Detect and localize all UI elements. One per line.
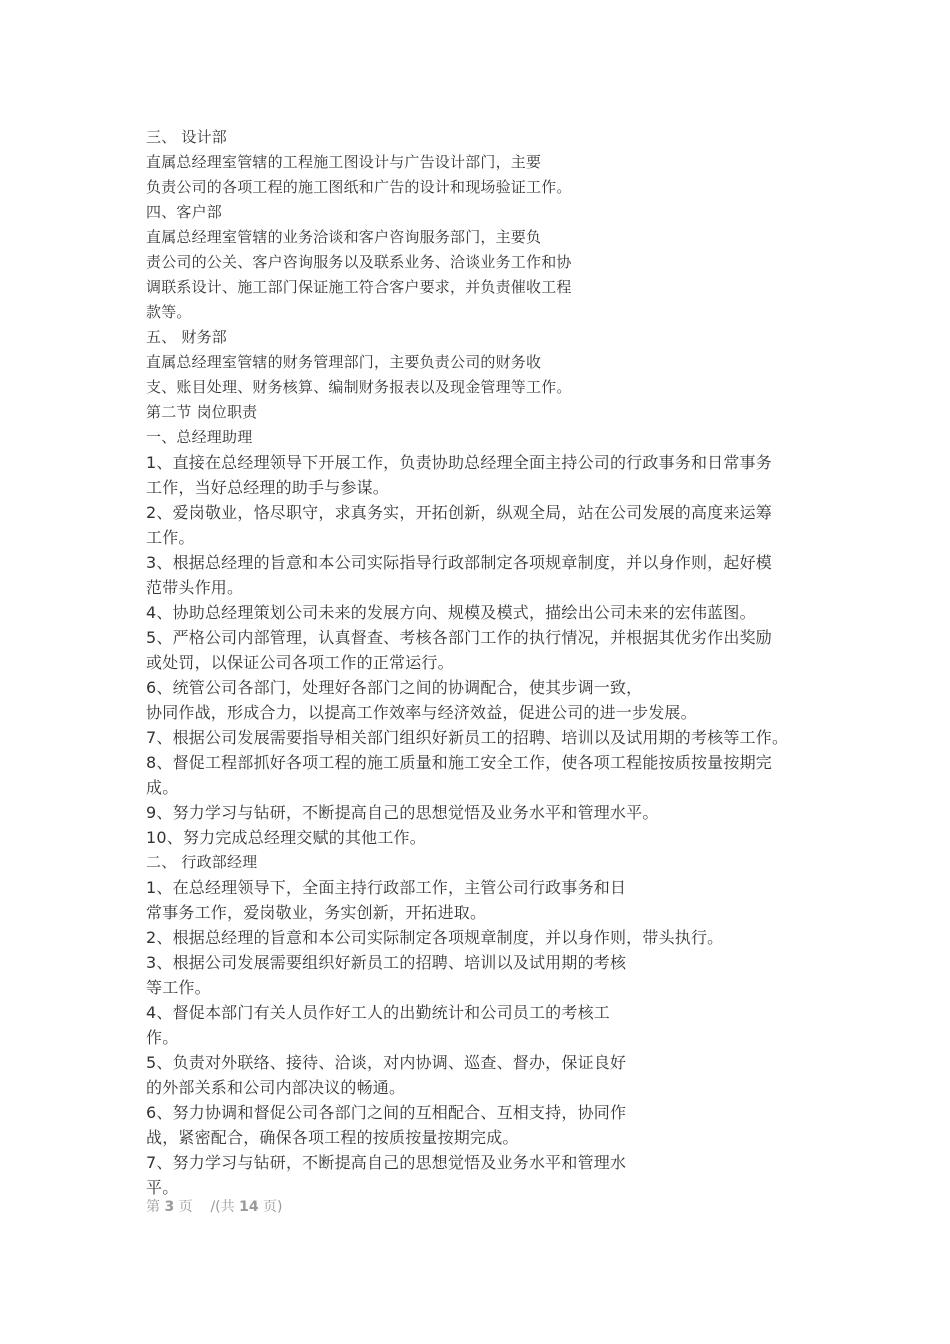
text-line: 款等。: [146, 303, 192, 321]
text-line: 战，紧密配合，确保各项工程的按质按量按期完成。: [146, 1128, 519, 1147]
footer-page-suffix: 页: [178, 1199, 193, 1215]
text-line: 5、负责对外联络、接待、洽谈，对内协调、巡查、督办，保证良好: [146, 1053, 627, 1072]
text-line: 4、督促本部门有关人员作好工人的出勤统计和公司员工的考核工: [146, 1003, 610, 1022]
footer-page-prefix: 第: [146, 1199, 160, 1215]
text-line: 工作，当好总经理的助手与参谋。: [146, 478, 390, 497]
text-line: 成。: [146, 778, 179, 797]
footer-page-number: 3: [164, 1199, 175, 1215]
text-line: 1、直接在总经理领导下开展工作，负责协助总经理全面主持公司的行政事务和日常事务: [146, 453, 772, 472]
text-line: 一、总经理助理: [146, 428, 253, 446]
footer-total-prefix: /(共: [210, 1199, 235, 1215]
text-line: 4、协助总经理策划公司未来的发展方向、规模及模式，描绘出公司未来的宏伟蓝图。: [146, 603, 756, 622]
text-line: 7、努力学习与钻研，不断提高自己的思想觉悟及业务水平和管理水: [146, 1153, 627, 1172]
text-line: 直属总经理室管辖的业务洽谈和客户咨询服务部门，主要负: [146, 228, 542, 246]
text-line: 7、根据公司发展需要指导相关部门组织好新员工的招聘、培训以及试用期的考核等工作。: [146, 728, 789, 747]
text-line: 等工作。: [146, 978, 211, 997]
text-line: 1、在总经理领导下，全面主持行政部工作，主管公司行政事务和日: [146, 878, 627, 897]
text-line: 调联系设计、施工部门保证施工符合客户要求，并负责催收工程: [146, 278, 572, 296]
text-line: 8、督促工程部抓好各项工程的施工质量和施工安全工作，使各项工程能按质按量按期完: [146, 753, 772, 772]
text-line: 平。: [146, 1178, 179, 1197]
text-line: 三、 设计部: [146, 128, 227, 146]
document-body: [146, 125, 826, 1200]
text-line: 直属总经理室管辖的财务管理部门，主要负责公司的财务收: [146, 353, 542, 371]
text-line: 6、努力协调和督促公司各部门之间的互相配合、互相支持，协同作: [146, 1103, 627, 1122]
text-line: 6、统管公司各部门，处理好各部门之间的协调配合，使其步调一致，: [146, 678, 643, 697]
text-line: 直属总经理室管辖的工程施工图设计与广告设计部门，主要: [146, 153, 542, 171]
text-line: 3、根据公司发展需要组织好新员工的招聘、培训以及试用期的考核: [146, 953, 627, 972]
footer-total-suffix: 页): [263, 1199, 283, 1215]
text-line: 范带头作用。: [146, 578, 244, 597]
text-line: 协同作战，形成合力，以提高工作效率与经济效益，促进公司的进一步发展。: [146, 703, 697, 722]
page-footer: [146, 1196, 283, 1218]
footer-total-pages: 14: [239, 1199, 259, 1215]
text-line: 二、 行政部经理: [146, 853, 258, 871]
text-line: 责公司的公关、客户咨询服务以及联系业务、洽谈业务工作和协: [146, 253, 572, 271]
text-line: 支、账目处理、财务核算、编制财务报表以及现金管理等工作。: [146, 378, 572, 396]
text-line: 3、根据总经理的旨意和本公司实际指导行政部制定各项规章制度，并以身作则，起好模: [146, 553, 772, 572]
text-line: 四、客户部: [146, 203, 223, 221]
text-line: 负责公司的各项工程的施工图纸和广告的设计和现场验证工作。: [146, 178, 572, 196]
text-line: 作。: [146, 1028, 179, 1047]
text-line: 2、爱岗敬业，恪尽职守，求真务实，开拓创新，纵观全局，站在公司发展的高度来运筹: [146, 503, 772, 522]
text-line: 9、努力学习与钻研，不断提高自己的思想觉悟及业务水平和管理水平。: [146, 803, 659, 822]
text-line: 第二节 岗位职责: [146, 403, 258, 421]
text-line: 或处罚，以保证公司各项工作的正常运行。: [146, 653, 454, 672]
text-line: 的外部关系和公司内部决议的畅通。: [146, 1078, 406, 1097]
text-line: 五、 财务部: [146, 328, 227, 346]
text-line: 10、努力完成总经理交赋的其他工作。: [146, 828, 426, 847]
text-line: 2、根据总经理的旨意和本公司实际制定各项规章制度，并以身作则，带头执行。: [146, 928, 724, 947]
text-line: 工作。: [146, 528, 195, 547]
text-line: 5、严格公司内部管理，认真督查、考核各部门工作的执行情况，并根据其优劣作出奖励: [146, 628, 772, 647]
text-line: 常事务工作，爱岗敬业，务实创新，开拓进取。: [146, 903, 487, 922]
